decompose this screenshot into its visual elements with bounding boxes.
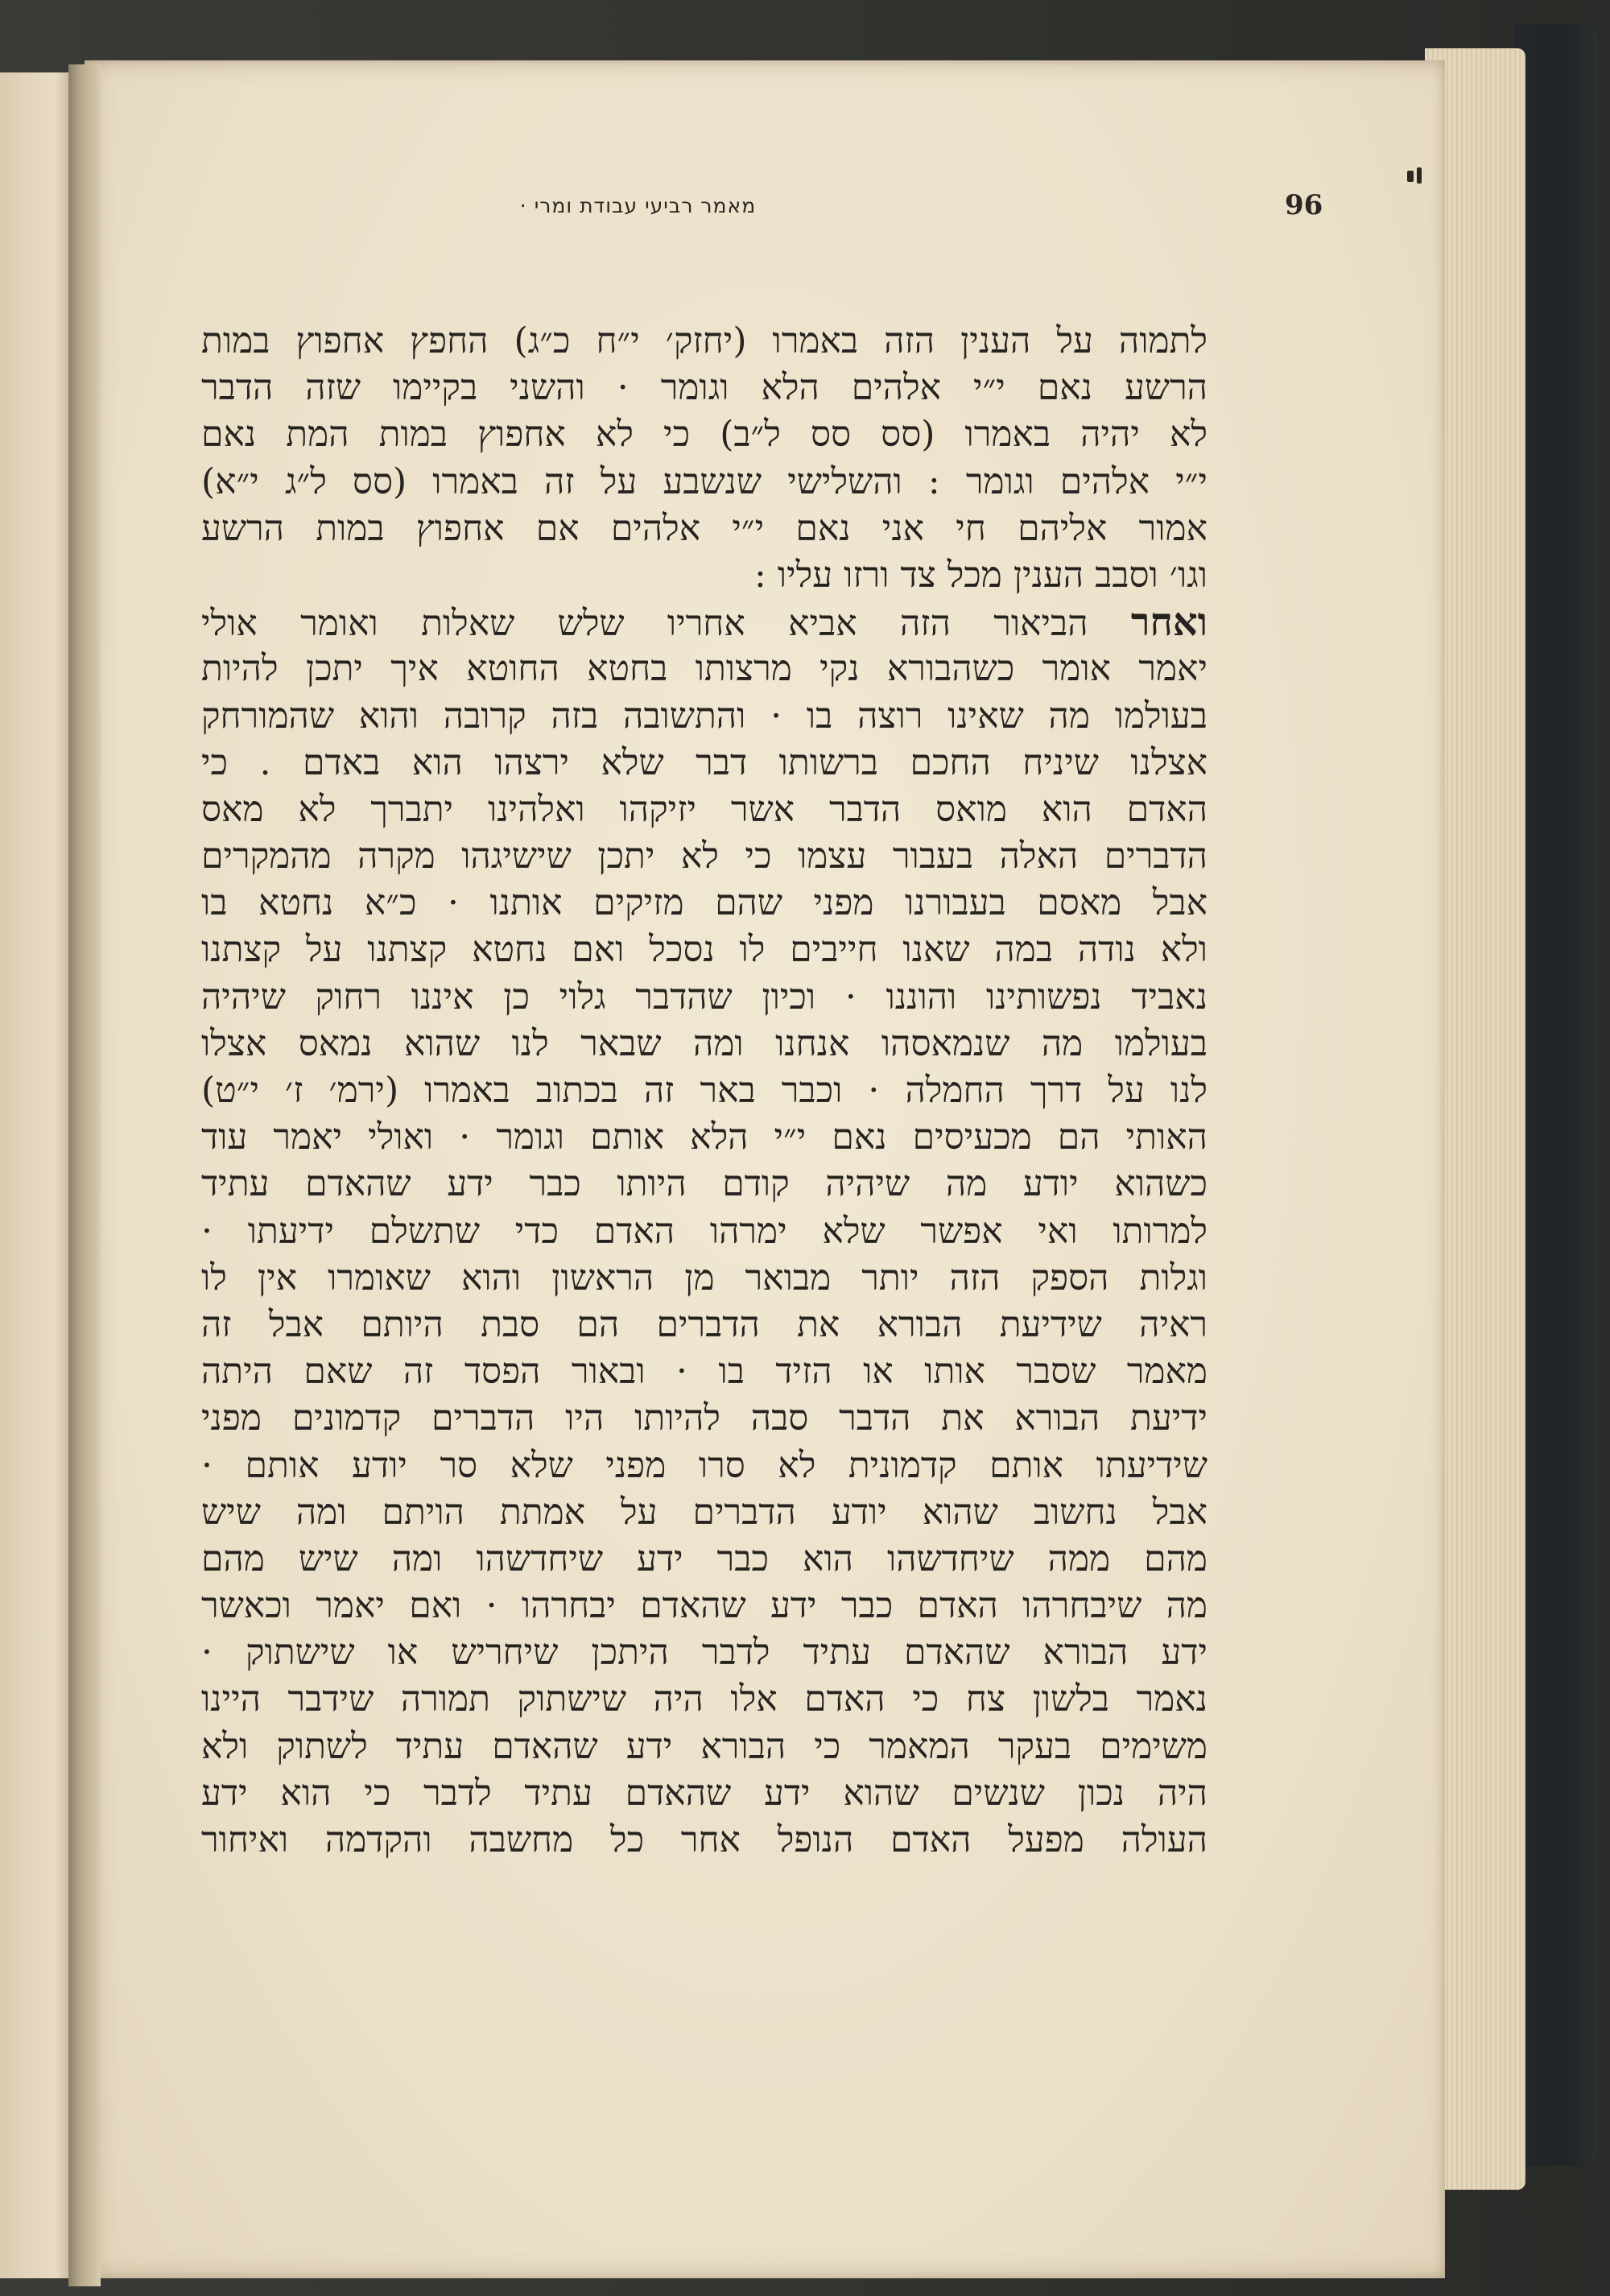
text-line: בעולמו מה שנמאסהו אנחנו ומה שבאר לנו שהוא נמאס אצלו xyxy=(201,1022,1208,1064)
body-text xyxy=(201,318,1208,1864)
text-line: מאמר שסבר אותו או הזיד בו · ובאור הפסד זה שאם היתה xyxy=(201,1351,1208,1393)
text-line: נאביד נפשותינו והוננו · וכיון שהדבר גלוי כן איננו רחוק שיהיה xyxy=(201,976,1208,1018)
text-line: משימים בעקר המאמר כי הבורא ידע שהאדם עתיד לשתוק ולא xyxy=(201,1725,1208,1767)
text-line: העולה מפעל האדם הנופל אחר כל מחשבה והקדמה ואיחור xyxy=(201,1819,1208,1860)
text-line: שידיעתו אותם קדמונית לא סרו מפני שלא סר יודע אותם · xyxy=(201,1444,1208,1486)
text-line: בעולמו מה שאינו רוצה בו · והתשובה בזה קרובה והוא שהמורחק xyxy=(201,695,1208,737)
text-line: נאמר בלשון צח כי האדם אלו היה שישתוק תמורה שידבר היינו xyxy=(201,1679,1208,1720)
margin-mark xyxy=(1417,167,1422,184)
page-header xyxy=(201,189,1323,262)
text-line: וגלות הספק הזה יותר מבואר מן הראשון והוא שאומרו אין לו xyxy=(201,1257,1208,1299)
text-line: האדם הוא מואס הדבר אשר יזיקהו ואלהינו יתברך לא מאס xyxy=(201,788,1208,830)
lead-word: ואחר xyxy=(1130,600,1208,646)
text-line: וגו׳ וסבב הענין מכל צד ורזו עליו : xyxy=(754,554,1208,596)
page-number: 96 xyxy=(1285,189,1323,221)
text-line: הדברים האלה בעבור עצמו כי לא יתכן שישיגהו מקרה מהמקרים xyxy=(201,836,1208,878)
running-head: מאמר רביעי עבודת ומרי · xyxy=(519,194,757,217)
text-line: האותי הם מכעיסים נאם י״י הלא אותם וגומר · ואולי יאמר עוד xyxy=(201,1117,1208,1158)
text-line: י״י אלהים וגומר : והשלישי שנשבע על זה באמרו (סס ל״ג י״א) xyxy=(201,460,1208,502)
text-line: אצלנו שיניח החכם ברשותו דבר שלא ירצהו הוא באדם . כי xyxy=(201,741,1208,783)
text-line: ידיעת הבורא את הדבר סבה להיותו היו הדברים קדמונים מפני xyxy=(201,1398,1208,1439)
text-line: למרותו ואי אפשר שלא ימרהו האדם כדי שתשלם ידיעתו · xyxy=(201,1210,1208,1252)
text-line: אבל נחשוב שהוא יודע הדברים על אמתת הויתם ומה שיש xyxy=(201,1491,1208,1533)
text-line-rest: הביאור הזה אביא אחריו שלש שאלות ואומר אולי xyxy=(201,603,1088,645)
text-line: מהם ממה שיחדשהו הוא כבר ידע שיחדשהו ומה שיש מהם xyxy=(201,1538,1208,1580)
text-line: אמור אליהם חי אני נאם י״י אלהים אם אחפוץ במות הרשע xyxy=(201,507,1208,549)
text-line: ראיה שידיעת הבורא את הדברים הם סבת היותם אבל זה xyxy=(201,1303,1208,1345)
text-line: לנו על דרך החמלה · וכבר באר זה בכתוב באמרו (ירמ׳ ז׳ י״ט) xyxy=(201,1070,1208,1111)
text-line: היה נכון שנשים שהוא ידע שהאדם עתיד לדבר כי הוא ידע xyxy=(201,1772,1208,1814)
text-line: יאמר אומר כשהבורא נקי מרצותו בחטא החוטא איך יתכן להיות xyxy=(201,648,1208,690)
text-line: לתמוה על הענין הזה באמרו (יחזק׳ י״ח כ״ג) החפץ אחפוץ במות xyxy=(201,320,1208,361)
text-line: הרשע נאם י״י אלהים הלא וגומר · והשני בקיימו שזה הדבר xyxy=(201,367,1208,409)
text-line: מה שיבחרהו האדם כבר ידע שהאדם יבחרהו · ואם יאמר וכאשר xyxy=(201,1585,1208,1627)
facing-page-edge xyxy=(0,72,68,2278)
text-line: ולא נודה במה שאנו חייבים לו נסכל ואם נחטא קצתנו על קצתנו xyxy=(201,929,1208,971)
text-line: כשהוא יודע מה שיהיה קודם היותו כבר ידע שהאדם עתיד xyxy=(201,1163,1208,1205)
margin-mark xyxy=(1407,171,1414,182)
text-line: ידע הבורא שהאדם עתיד לדבר היתכן שיחריש או שישתוק · xyxy=(201,1632,1208,1674)
text-line: לא יהיה באמרו (סס סס ל״ב) כי לא אחפוץ במות המת נאם xyxy=(201,414,1208,456)
book-cover-edge xyxy=(1513,24,1598,2166)
text-line: אבל מאסם בעבורנו מפני שהם מזיקים אותנו · כ״א נחטא בו xyxy=(201,882,1208,924)
book-gutter xyxy=(68,64,101,2286)
paragraph-start-line xyxy=(201,599,1208,646)
